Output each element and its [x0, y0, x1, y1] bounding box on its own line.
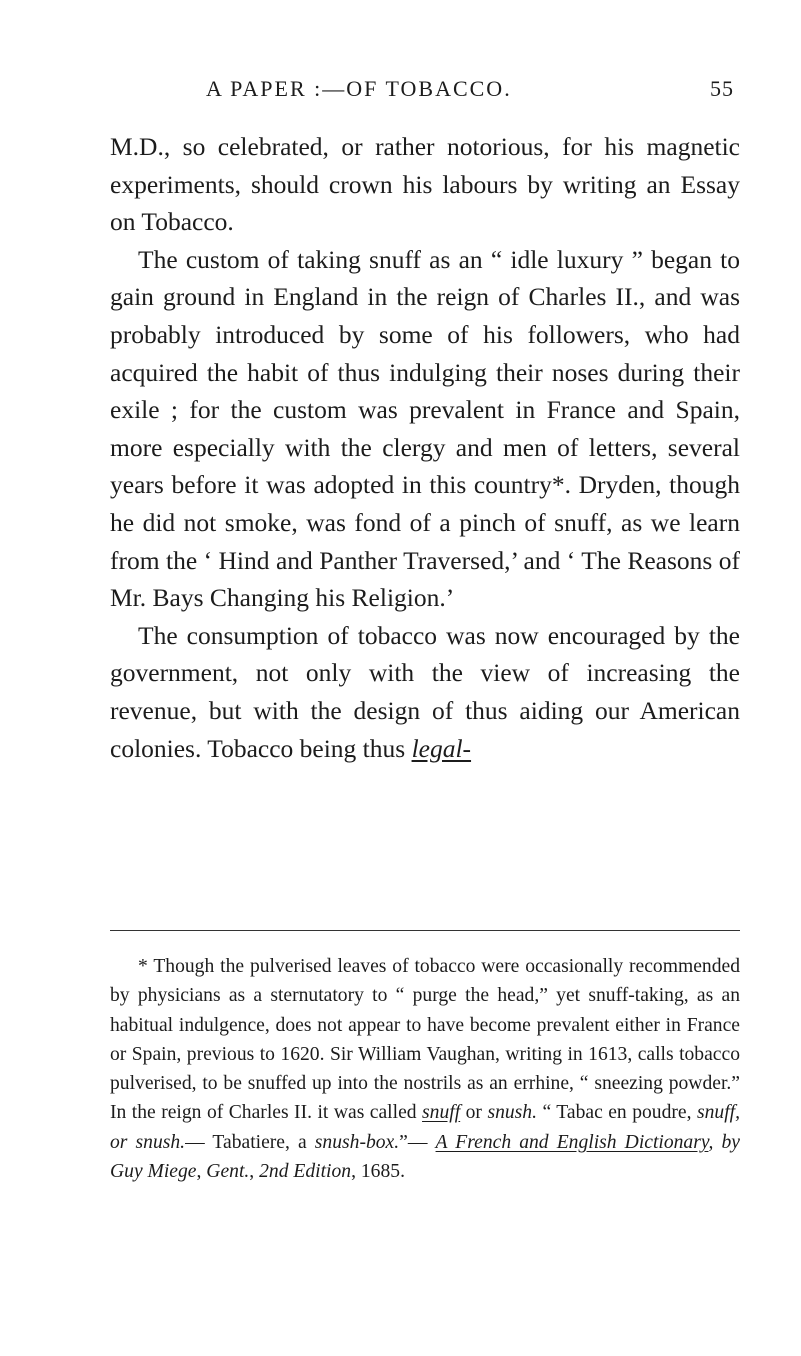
footnote-text-3: — Tabatiere, a — [185, 1131, 315, 1153]
footnote-comma-2: , — [249, 1161, 260, 1183]
footnote-author: , by Guy Miege — [110, 1131, 740, 1183]
paragraph-consumption — [110, 617, 740, 767]
footnote-snush: snush. — [487, 1102, 537, 1124]
footnote — [110, 952, 740, 1186]
catchword-legal: legal- — [411, 733, 472, 763]
main-text — [110, 128, 740, 767]
footnote-snuff: snuff — [422, 1102, 461, 1124]
paragraph-continued: M.D., so celebrated, or rather notorious, for his magnetic experiments, should crown his labours by writing an Essay on Tobacco. — [110, 132, 740, 237]
footnote-comma: , — [196, 1161, 207, 1183]
footnote-text-1: * Though the pulverised leaves of tobacco were occasionally recommended by physicians as a sternutatory to “ purge the head,” yet snuff-taking, as an habitual indulgence, does not appear to have become prevalent either in France or Spain, previous to 1620. Sir William Vaughan, writing in 1613, calls tobacco pulverised, to be snuffed up into the nostrils as an errhine, “ sneezing powder.” In the reign of Charles II. it was called — [110, 956, 740, 1124]
footnote-dictionary-title: A French and English Dictionary — [435, 1131, 709, 1153]
footnote-text-2: “ Tabac en poudre, — [536, 1102, 697, 1124]
footnote-gent: Gent. — [206, 1161, 250, 1183]
footnote-or-snush: , or snush. — [110, 1102, 740, 1153]
footnote-snuff-2: snuff — [696, 1102, 736, 1124]
footnote-edition: 2nd Edition — [259, 1161, 352, 1183]
running-title: A PAPER :—OF TOBACCO. — [206, 76, 512, 101]
running-head — [110, 76, 734, 106]
footnote-or: or — [460, 1102, 488, 1124]
footnote-paragraph — [110, 952, 740, 1186]
paragraph-consumption-text: The consumption of tobacco was now encouraged by the government, not only with the view of increasing the revenue, but with the design of thus aiding our American colonies. Tobacco being thus — [110, 620, 740, 763]
footnote-year: , 1685. — [351, 1161, 405, 1183]
footnote-rule — [110, 930, 740, 931]
footnote-text-4: ”— — [399, 1131, 436, 1153]
paragraph-snuff-custom: The custom of taking snuff as an “ idle luxury ” began to gain ground in England in the reign of Charles II., and was probably introduced by some of his followers, who had acquired the habit of thus indulging their noses during their exile ; for the custom was prevalent in France and Spain, more especially with the clergy and men of letters, several years before it was adopted in this country*. Dryden, though he did not smoke, was fond of a pinch of snuff, as we learn from the ‘ Hind and Panther Traversed,’ and ‘ The Reasons of Mr. Bays Changing his Religion.’ — [110, 244, 740, 613]
page-number: 55 — [710, 76, 734, 101]
footnote-snush-box: snush-box. — [314, 1131, 400, 1153]
